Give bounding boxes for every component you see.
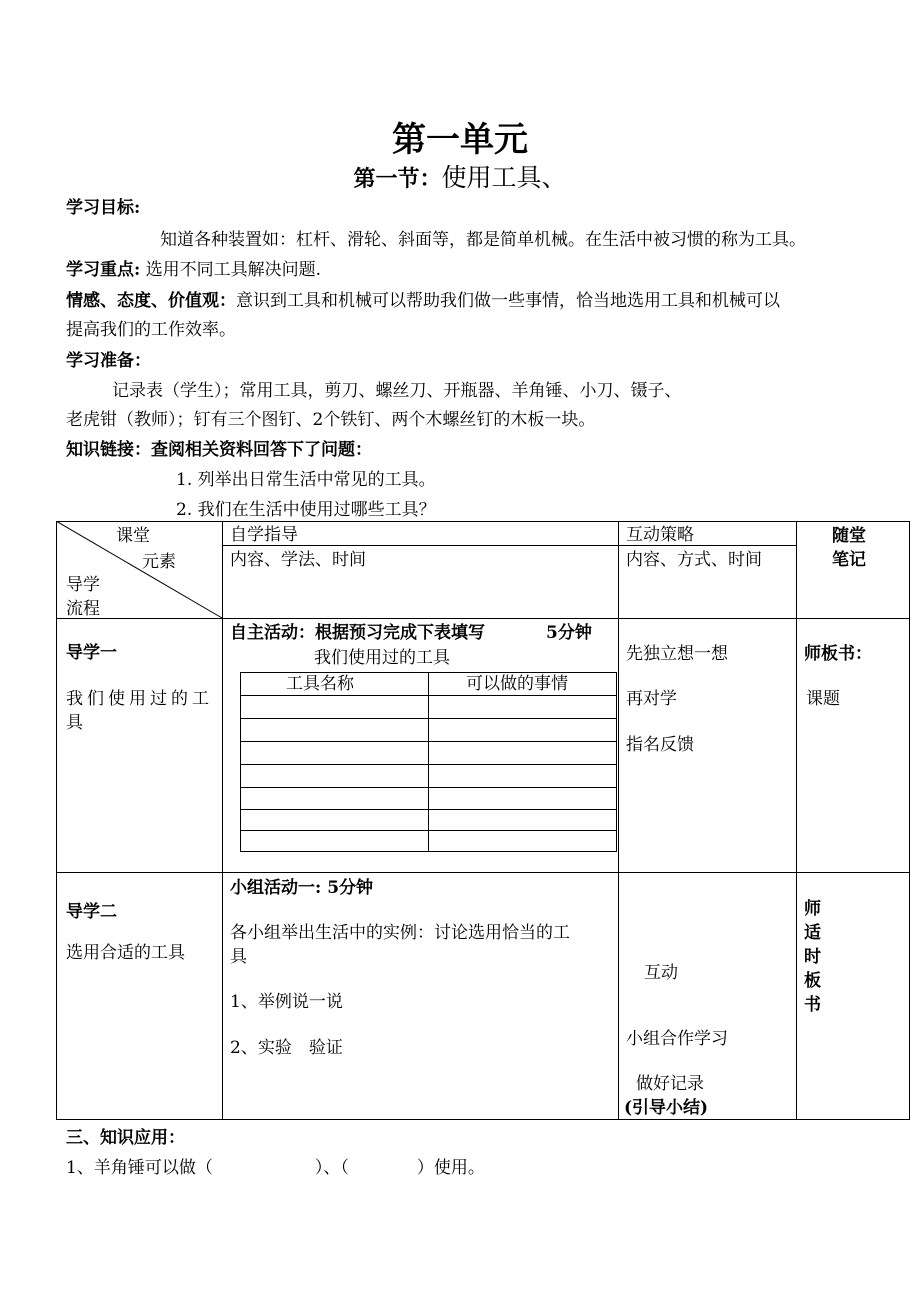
values-text-1: 意识到工具和机械可以帮助我们做一些事情，恰当地选用工具和机械可以 (236, 291, 780, 311)
row1-time: 5分钟 (546, 623, 592, 643)
row2-notes-2: 适 (804, 923, 821, 943)
row1-label: 导学一 (66, 643, 117, 663)
goal-text: 知道各种装置如：杠杆、滑轮、斜面等，都是简单机械。在生活中被习惯的称为工具。 (160, 230, 806, 250)
apply-question-1: 1、羊角锤可以做（ ）、（ ）使用。 (66, 1158, 485, 1178)
subtitle-text: 使用工具、 (441, 163, 567, 192)
row1-table-title: 我们使用过的工具 (314, 648, 450, 668)
corner-bottom-2: 流程 (66, 599, 100, 619)
table-border-bottom (56, 1119, 910, 1120)
self-guide-header: 自学指导 (230, 525, 298, 545)
corner-top: 课堂 (116, 526, 150, 546)
row2-interact-3: 做好记录 (636, 1074, 704, 1094)
tools-table-mid (428, 672, 429, 852)
tools-col-use: 可以做的事情 (466, 674, 568, 694)
row2-notes-3: 时 (804, 947, 821, 967)
goal-label: 学习目标: (66, 198, 141, 218)
col-divider-3 (796, 521, 797, 1120)
focus-label: 学习重点: (66, 260, 141, 280)
row2-label: 导学二 (66, 902, 117, 922)
question-2: 2. 我们在生活中使用过哪些工具？ (176, 500, 436, 520)
row1-activity: 自主活动：根据预习完成下表填写 (230, 623, 485, 643)
corner-mid: 元素 (142, 552, 176, 572)
row2-step-1: 1、举例说一说 (230, 992, 343, 1012)
prep-label: 学习准备： (66, 351, 151, 371)
prep-text-2: 老虎钳（教师）；钉有三个图钉、2个铁钉、两个木螺丝钉的木板一块。 (66, 410, 596, 430)
focus-line (66, 255, 321, 280)
corner-bottom-1: 导学 (66, 575, 100, 595)
interact-header: 互动策略 (626, 525, 694, 545)
row2-interact-4: (引导小结) (624, 1098, 709, 1118)
values-text-2: 提高我们的工作效率。 (66, 320, 236, 340)
apply-label: 三、知识应用： (66, 1128, 185, 1148)
tools-table-right (616, 672, 617, 852)
tools-table-left (240, 672, 241, 852)
header-subline (222, 545, 796, 546)
values-label: 情感、态度、价值观： (66, 291, 236, 311)
table-border-right (909, 521, 910, 1120)
row1-desc: 我们使用过的工具 (66, 689, 213, 733)
tools-col-name: 工具名称 (286, 674, 354, 694)
interact-sub: 内容、方式、时间 (626, 550, 762, 570)
page-title: 第一单元 (392, 120, 528, 160)
notes-header-1: 随堂 (832, 526, 866, 546)
row2-activity: 小组活动一: 5分钟 (230, 878, 374, 898)
row1-interact-2: 再对学 (626, 689, 677, 709)
focus-text: 选用不同工具解决问题. (145, 260, 322, 280)
row1-interact-1: 先独立想一想 (626, 644, 728, 664)
row2-step-2: 2、实验 验证 (230, 1038, 343, 1058)
question-1: 1. 列举出日常生活中常见的工具。 (176, 470, 436, 490)
prep-text-1: 记录表（学生）；常用工具，剪刀、螺丝刀、开瓶器、羊角锤、小刀、镊子、 (112, 381, 682, 401)
notes-header-2: 笔记 (832, 550, 866, 570)
row2-interact-2: 小组合作学习 (626, 1029, 728, 1049)
row-divider-2 (56, 872, 910, 873)
row1-notes-2: 课题 (806, 689, 840, 709)
row2-desc: 选用合适的工具 (66, 943, 185, 963)
tools-table (240, 672, 617, 852)
row1-interact-3: 指名反馈 (626, 735, 694, 755)
page-subtitle (0, 158, 920, 194)
row2-notes-1: 师 (804, 899, 821, 919)
row2-interact-1: 互动 (644, 963, 678, 983)
row1-notes-1: 师板书： (804, 644, 872, 664)
row2-text-2: 具 (230, 947, 247, 967)
self-guide-sub: 内容、学法、时间 (230, 550, 366, 570)
link-label: 知识链接：查阅相关资料回答下了问题： (66, 440, 372, 460)
subtitle-prefix: 第一节： (353, 166, 442, 192)
row2-notes-5: 书 (804, 995, 821, 1015)
values-line (66, 286, 780, 311)
col-divider-2 (618, 521, 619, 1120)
row2-text-1: 各小组举出生活中的实例：讨论选用恰当的工 (230, 923, 570, 943)
row2-notes-4: 板 (804, 971, 821, 991)
